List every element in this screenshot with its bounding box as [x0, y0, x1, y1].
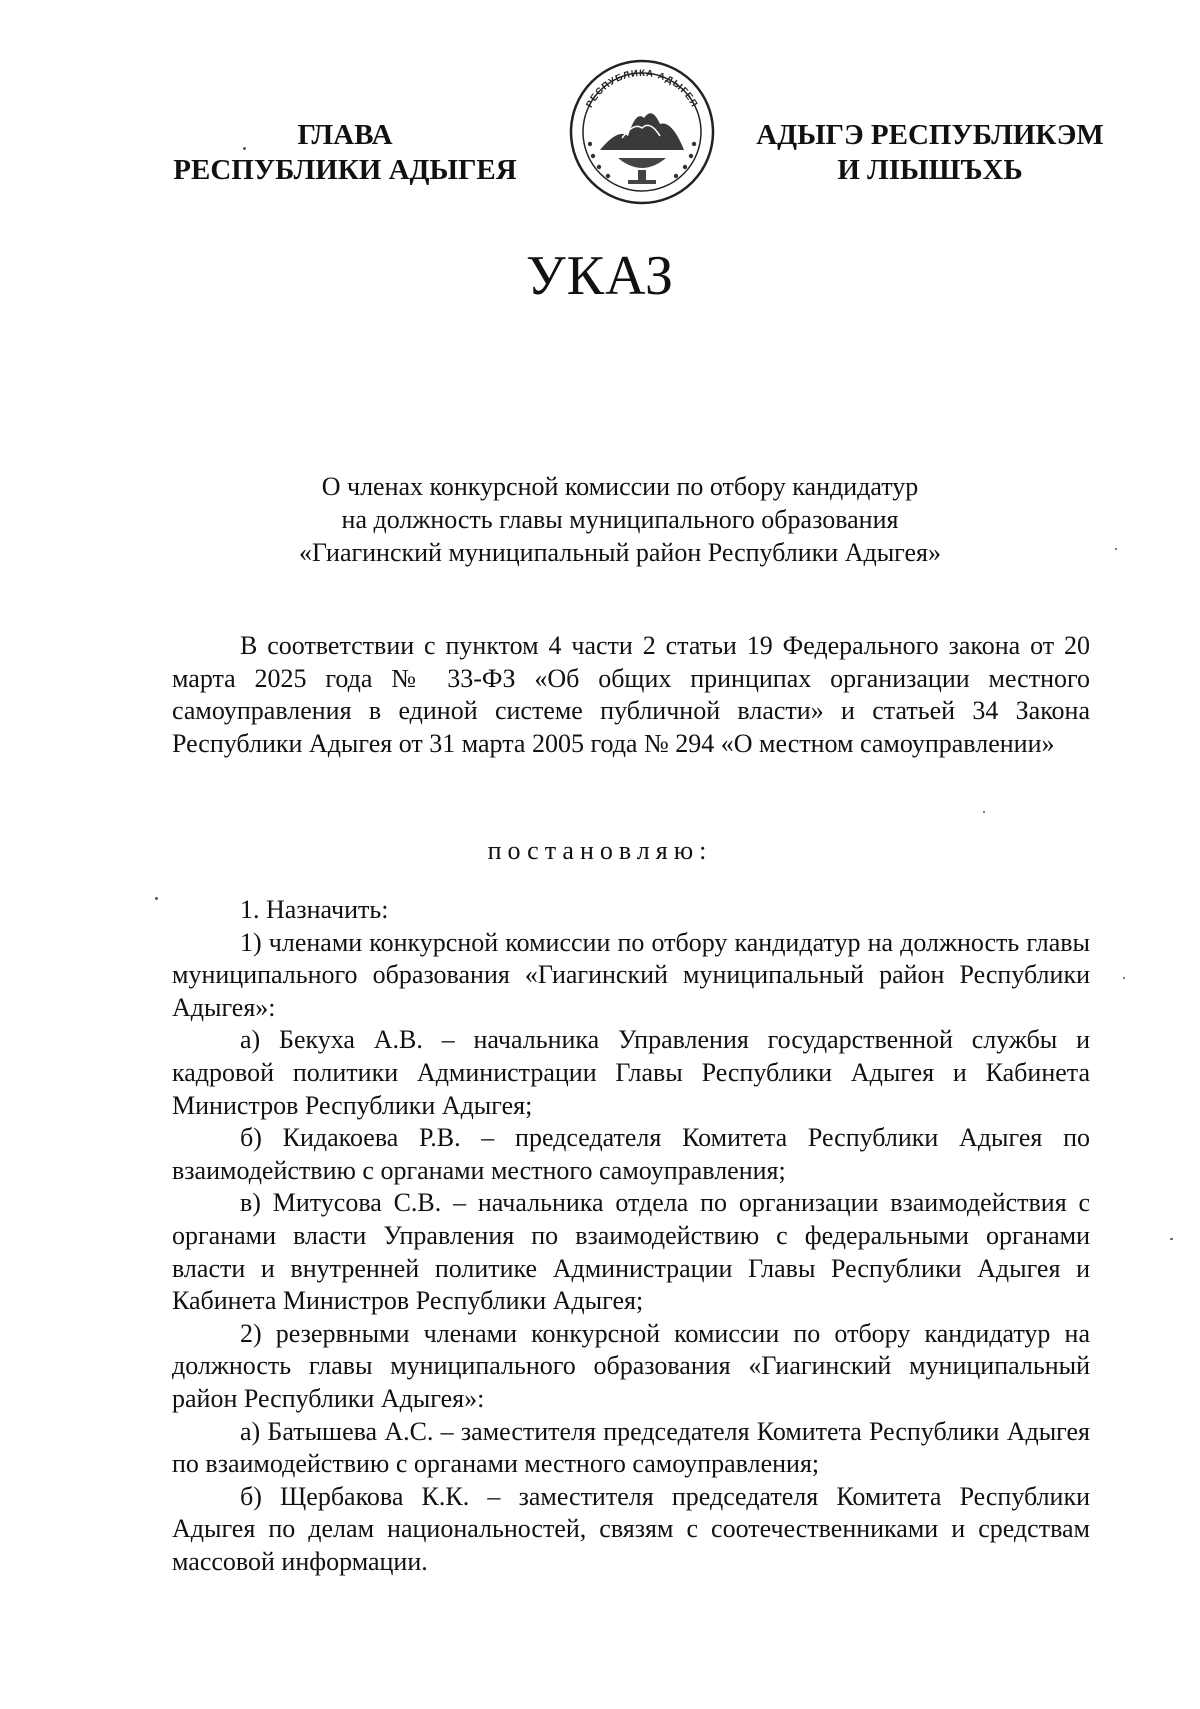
coat-of-arms-emblem: [568, 58, 716, 206]
preamble-block: [172, 630, 1090, 760]
item-1-2-a: а) Батышева А.С. – заместителя председателя Комитета Республики Адыгея по взаимодействию с органами местного самоуправления;: [172, 1416, 1090, 1479]
decree-items: [172, 894, 1090, 1578]
item-1-2: 2) резервными членами конкурсной комиссии по отбору кандидатур на должность главы муниципального образования «Гиагинский муниципальный район Республики Адыгея»:: [172, 1318, 1090, 1413]
item-1-1-c: в) Митусова С.В. – начальника отдела по организации взаимодействия с органами власти Управления по взаимодействию с федеральными органами власти и внутренней политике Администрации Главы Республики Адыгея и Кабинета Министров Республики Адыгея;: [172, 1188, 1090, 1316]
preamble-paragraph: В соответствии с пунктом 4 части 2 статьи 19 Федерального закона от 20 марта 2025 года № 33-ФЗ «Об общих принципах организации местного самоуправления в единой системе публичной власти» и статьей 34 Закона Республики Адыгея от 31 марта 2005 года № 294 «О местном самоуправлении»: [172, 631, 1090, 758]
subject-line: на должность главы муниципального образования: [341, 505, 899, 534]
document-title: УКАЗ: [525, 245, 675, 307]
item-1-1: 1) членами конкурсной комиссии по отбору кандидатур на должность главы муниципального образования «Гиагинский муниципальный район Республики Адыгея»:: [172, 927, 1090, 1022]
item-1-1-b: б) Кидакоева Р.В. – председателя Комитета Республики Адыгея по взаимодействию с органами местного самоуправления;: [172, 1123, 1090, 1185]
subject-line: О членах конкурсной комиссии по отбору кандидатур: [321, 472, 919, 501]
header-left: [160, 118, 530, 188]
header-right: [735, 118, 1125, 188]
header-left-line2: РЕСПУБЛИКИ АДЫГЕЯ: [173, 154, 517, 186]
item-1-1-a: а) Бекуха А.В. – начальника Управления государственной службы и кадровой политики Администрации Главы Республики Адыгея и Кабинета Министров Республики Адыгея;: [172, 1025, 1090, 1120]
decree-subject: [160, 470, 1080, 569]
decree-word: постановляю:: [487, 836, 713, 865]
header-right-line1: АДЫГЭ РЕСПУБЛИКЭМ: [756, 119, 1104, 151]
item-1-2-b: б) Щербакова К.К. – заместителя председателя Комитета Республики Адыгея по делам национальностей, связям с соотечественниками и средствам массовой информации.: [172, 1481, 1090, 1576]
header-right-line2: И ЛІЫШЪХЬ: [837, 154, 1023, 186]
item-1: 1. Назначить:: [240, 895, 389, 924]
svg-text:РЕСПУБЛИКА АДЫГЕЯ: РЕСПУБЛИКА АДЫГЕЯ: [584, 67, 700, 110]
header-left-line1: ГЛАВА: [297, 119, 393, 151]
subject-line: «Гиагинский муниципальный район Республики Адыгея»: [298, 538, 941, 567]
